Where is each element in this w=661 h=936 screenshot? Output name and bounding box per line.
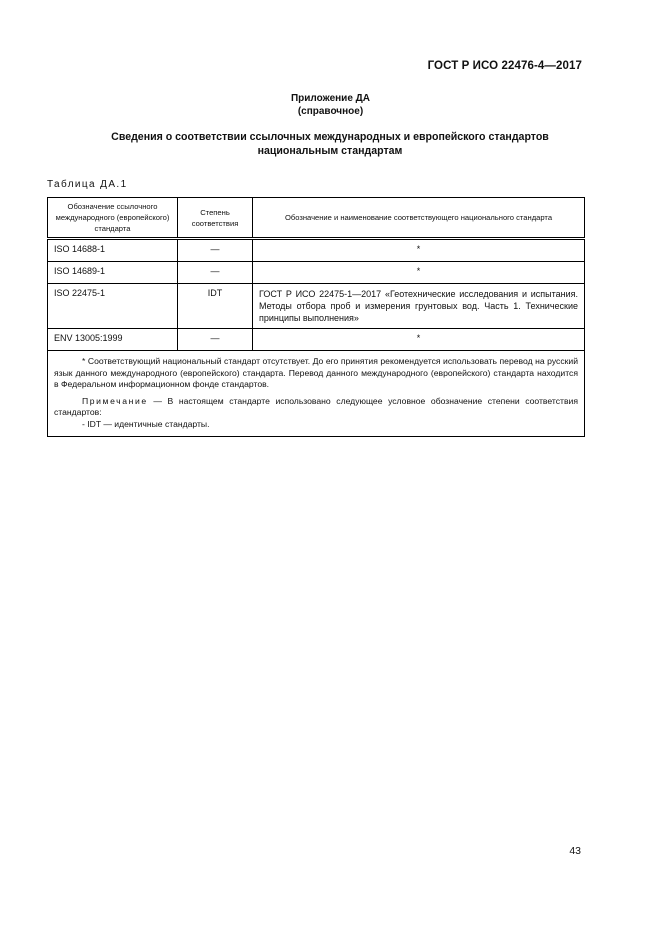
cell-ref: ISO 14689-1 [48, 262, 178, 284]
cell-national: ГОСТ Р ИСО 22475-1—2017 «Геотехнические исследования и испытания. Методы отбора проб и измерения грунтовых вод. Часть 1. Технические принципы выполнения» [253, 284, 585, 329]
cell-national: * [253, 329, 585, 351]
table-row [48, 329, 585, 351]
table-footnote: * Соответствующий национальный стандарт отсутствует. До его принятия рекомендуется использовать перевод на русский язык данного международного (европейского) стандарта. Перевод данного международного (европейского) стандарта находится в Федеральном информационном фонде стандартов. [54, 356, 578, 389]
annex-heading [80, 130, 580, 158]
note-list-item: - IDT — идентичные стандарты. [82, 418, 210, 429]
cell-ref: ENV 13005:1999 [48, 329, 178, 351]
annex-heading-line1: Сведения о соответствии ссылочных международных и европейского стандартов [111, 131, 549, 143]
table-row [48, 239, 585, 262]
cell-national: * [253, 262, 585, 284]
annex-heading-line2: национальным стандартам [257, 145, 403, 157]
annex-subtitle: (справочное) [297, 106, 364, 117]
cell-degree: IDT [178, 284, 253, 329]
annex-title-block [0, 92, 661, 118]
annex-title: Приложение ДА [290, 93, 371, 104]
table-notes-row [48, 351, 585, 437]
note-text: — В настоящем стандарте использовано следующее условное обозначение степени соответствия стандартов: [54, 395, 578, 417]
table-caption: Таблица ДА.1 [47, 179, 128, 190]
page-number: 43 [569, 845, 581, 857]
table-row [48, 284, 585, 329]
note-label: Примечание [82, 395, 148, 406]
cell-national: * [253, 239, 585, 262]
cell-ref: ISO 22475-1 [48, 284, 178, 329]
cell-degree: — [178, 262, 253, 284]
cell-degree: — [178, 329, 253, 351]
table-notes [48, 351, 585, 437]
header-national-standard: Обозначение и наименование соответствующего национального стандарта [253, 198, 585, 239]
correspondence-table [47, 197, 585, 437]
table-note [54, 396, 578, 419]
table-header-row [48, 198, 585, 239]
table-row [48, 262, 585, 284]
header-ref-standard: Обозначение ссылочного международного (европейского) стандарта [48, 198, 178, 239]
cell-ref: ISO 14688-1 [48, 239, 178, 262]
header-degree: Степень соответствия [178, 198, 253, 239]
document-code: ГОСТ Р ИСО 22476-4—2017 [427, 60, 582, 72]
cell-degree: — [178, 239, 253, 262]
